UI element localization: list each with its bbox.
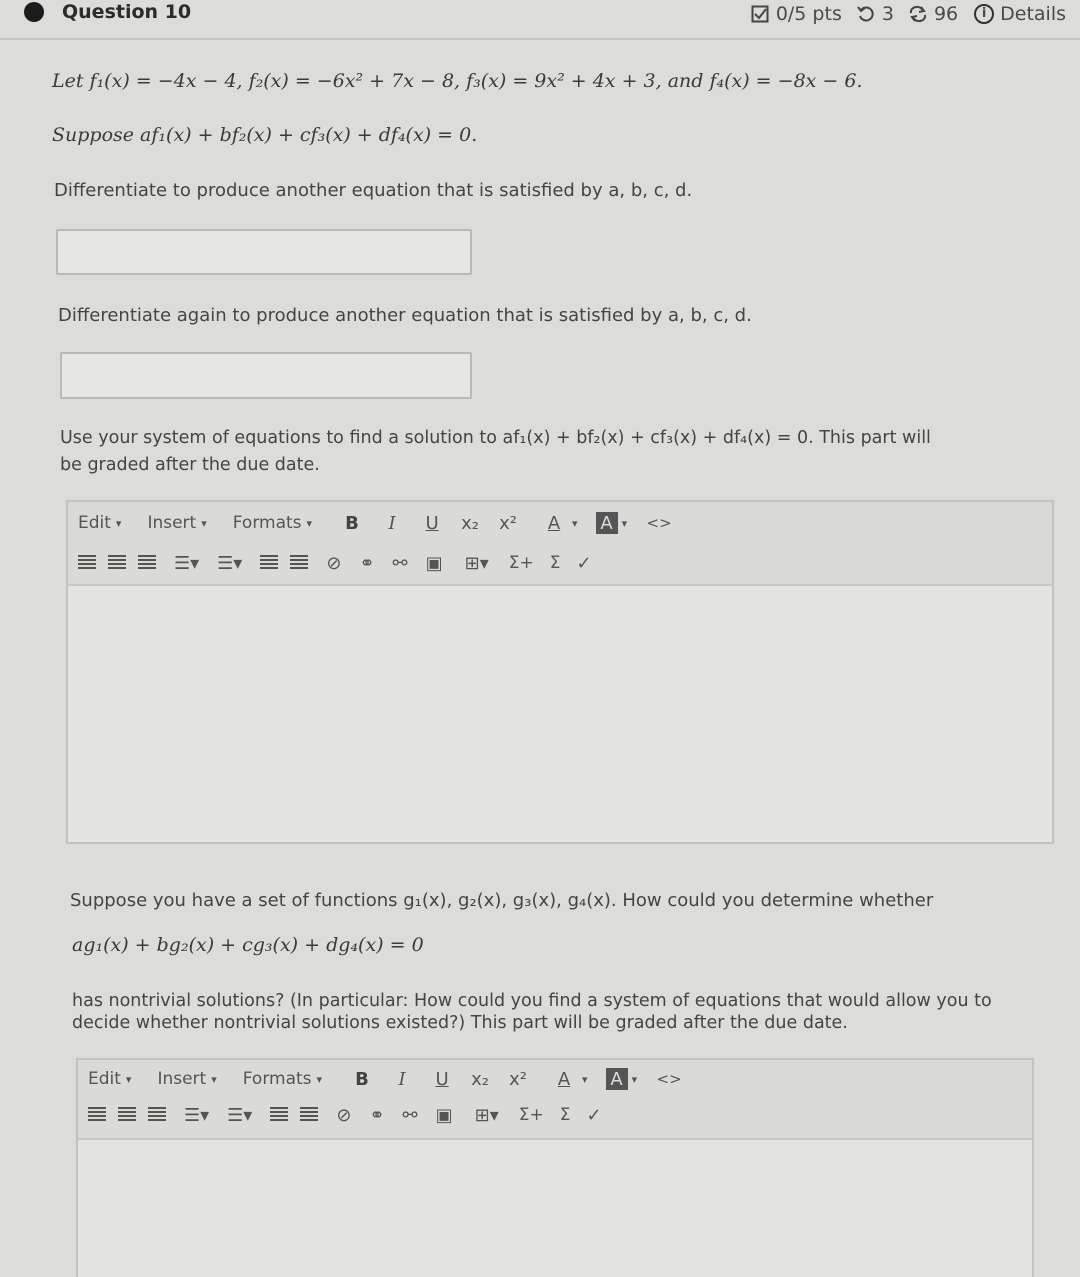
italic-button[interactable]: I [388,512,396,534]
superscript-button[interactable]: x² [509,1068,527,1090]
editor-content-area[interactable] [78,1138,1032,1277]
editor-content-area[interactable] [68,584,1052,842]
align-left-icon[interactable] [78,555,96,571]
align-center-icon[interactable] [108,555,126,571]
bullet-list-icon[interactable]: ☰▾ [174,552,200,574]
solution-prompt-line2: be graded after the due date. [60,455,320,475]
italic-button[interactable]: I [398,1068,406,1090]
question-status-bar [750,3,1066,25]
table-icon[interactable]: ⊞▾ [474,1104,499,1126]
decrease-indent-icon[interactable] [270,1107,288,1123]
spellcheck-icon[interactable]: ✓ [586,1104,602,1126]
attempts-count: 3 [881,3,894,25]
score-text: 0/5 pts [775,3,842,25]
insert-equation-icon[interactable]: Σ+ [518,1105,544,1125]
background-color-button[interactable]: A [596,512,618,534]
text-color-dropdown-icon[interactable]: ▾ [572,516,578,530]
solution-rich-text-editor [66,500,1054,844]
menu-formats[interactable]: Formats ▾ [243,1069,322,1089]
first-derivative-input[interactable] [56,229,472,275]
equation-editor-icon[interactable]: Σ [559,1105,571,1125]
question-header [0,0,1080,40]
bold-button[interactable]: B [345,512,359,534]
menu-edit[interactable]: Edit ▾ [88,1069,131,1089]
background-color-button[interactable]: A [606,1068,628,1090]
bullet-list-icon[interactable]: ☰▾ [184,1104,210,1126]
unlink-icon[interactable]: ⚯ [392,552,408,574]
attachment-icon[interactable]: ⊘ [326,552,342,574]
align-left-icon[interactable] [88,1107,106,1123]
nontrivial-rich-text-editor [76,1058,1034,1277]
first-derivative-prompt: Differentiate to produce another equation that is satisfied by a, b, c, d. [54,180,693,201]
source-code-button[interactable]: <> [646,514,672,532]
editor-toolbar [78,1060,1032,1138]
text-color-dropdown-icon[interactable]: ▾ [582,1072,588,1086]
menu-insert[interactable]: Insert ▾ [157,1069,216,1089]
text-color-button[interactable]: A [557,1068,571,1090]
solution-prompt-line1: Use your system of equations to find a solution to af₁(x) + bf₂(x) + cf₃(x) + df₄(x) = 0. This part will [60,428,931,448]
equation-editor-icon[interactable]: Σ [549,553,561,573]
increase-indent-icon[interactable] [290,555,308,571]
linear-combination-equation: Suppose af₁(x) + bf₂(x) + cf₃(x) + df₄(x) = 0. [52,124,478,146]
function-definitions: Let f₁(x) = −4x − 4, f₂(x) = −6x² + 7x − 8, f₃(x) = 9x² + 4x + 3, and f₄(x) = −8x − 6. [52,70,863,92]
link-icon[interactable]: ⚭ [359,552,375,574]
table-icon[interactable]: ⊞▾ [464,552,489,574]
editor-toolbar-row-2 [88,1100,1032,1130]
image-icon[interactable]: ▣ [435,1104,453,1126]
image-icon[interactable]: ▣ [425,552,443,574]
editor-toolbar-row-1 [88,1064,1032,1094]
bold-button[interactable]: B [355,1068,369,1090]
second-derivative-prompt: Differentiate again to produce another equation that is satisfied by a, b, c, d. [58,305,752,326]
background-color-dropdown-icon[interactable]: ▾ [621,516,628,530]
subscript-button[interactable]: x₂ [461,512,479,534]
nontrivial-question-line1: has nontrivial solutions? (In particular: How could you find a system of equations that would allow you to [72,991,992,1011]
superscript-button[interactable]: x² [499,512,517,534]
question-title: Question 10 [62,1,192,23]
spellcheck-icon[interactable]: ✓ [576,552,592,574]
retries-count: 96 [933,3,959,25]
editor-toolbar-row-1 [78,508,1052,538]
background-color-dropdown-icon[interactable]: ▾ [631,1072,638,1086]
retries-icon [908,4,928,24]
decrease-indent-icon[interactable] [260,555,278,571]
g-combination-equation: ag₁(x) + bg₂(x) + cg₃(x) + dg₄(x) = 0 [72,934,424,956]
menu-insert[interactable]: Insert ▾ [147,513,206,533]
text-color-button[interactable]: A [547,512,561,534]
menu-formats[interactable]: Formats ▾ [233,513,312,533]
unlink-icon[interactable]: ⚯ [402,1104,418,1126]
editor-toolbar [68,502,1052,584]
score-checkbox-icon [750,4,770,24]
underline-button[interactable]: U [425,512,439,534]
attempts-icon [856,4,876,24]
insert-equation-icon[interactable]: Σ+ [508,553,534,573]
question-status-dot-icon [24,2,44,22]
editor-toolbar-row-2 [78,548,1052,578]
menu-edit[interactable]: Edit ▾ [78,513,121,533]
nontrivial-prompt: Suppose you have a set of functions g₁(x), g₂(x), g₃(x), g₄(x). How could you determine whether [70,890,934,911]
numbered-list-icon[interactable]: ☰▾ [227,1104,253,1126]
details-info-icon[interactable]: i [974,4,994,24]
align-center-icon[interactable] [118,1107,136,1123]
numbered-list-icon[interactable]: ☰▾ [217,552,243,574]
increase-indent-icon[interactable] [300,1107,318,1123]
subscript-button[interactable]: x₂ [471,1068,489,1090]
align-right-icon[interactable] [138,555,156,571]
attachment-icon[interactable]: ⊘ [336,1104,352,1126]
link-icon[interactable]: ⚭ [369,1104,385,1126]
second-derivative-input[interactable] [60,352,472,399]
nontrivial-question-line2: decide whether nontrivial solutions existed?) This part will be graded after the due date. [72,1013,848,1033]
details-link[interactable]: Details [1000,3,1066,25]
align-right-icon[interactable] [148,1107,166,1123]
underline-button[interactable]: U [435,1068,449,1090]
source-code-button[interactable]: <> [656,1070,682,1088]
